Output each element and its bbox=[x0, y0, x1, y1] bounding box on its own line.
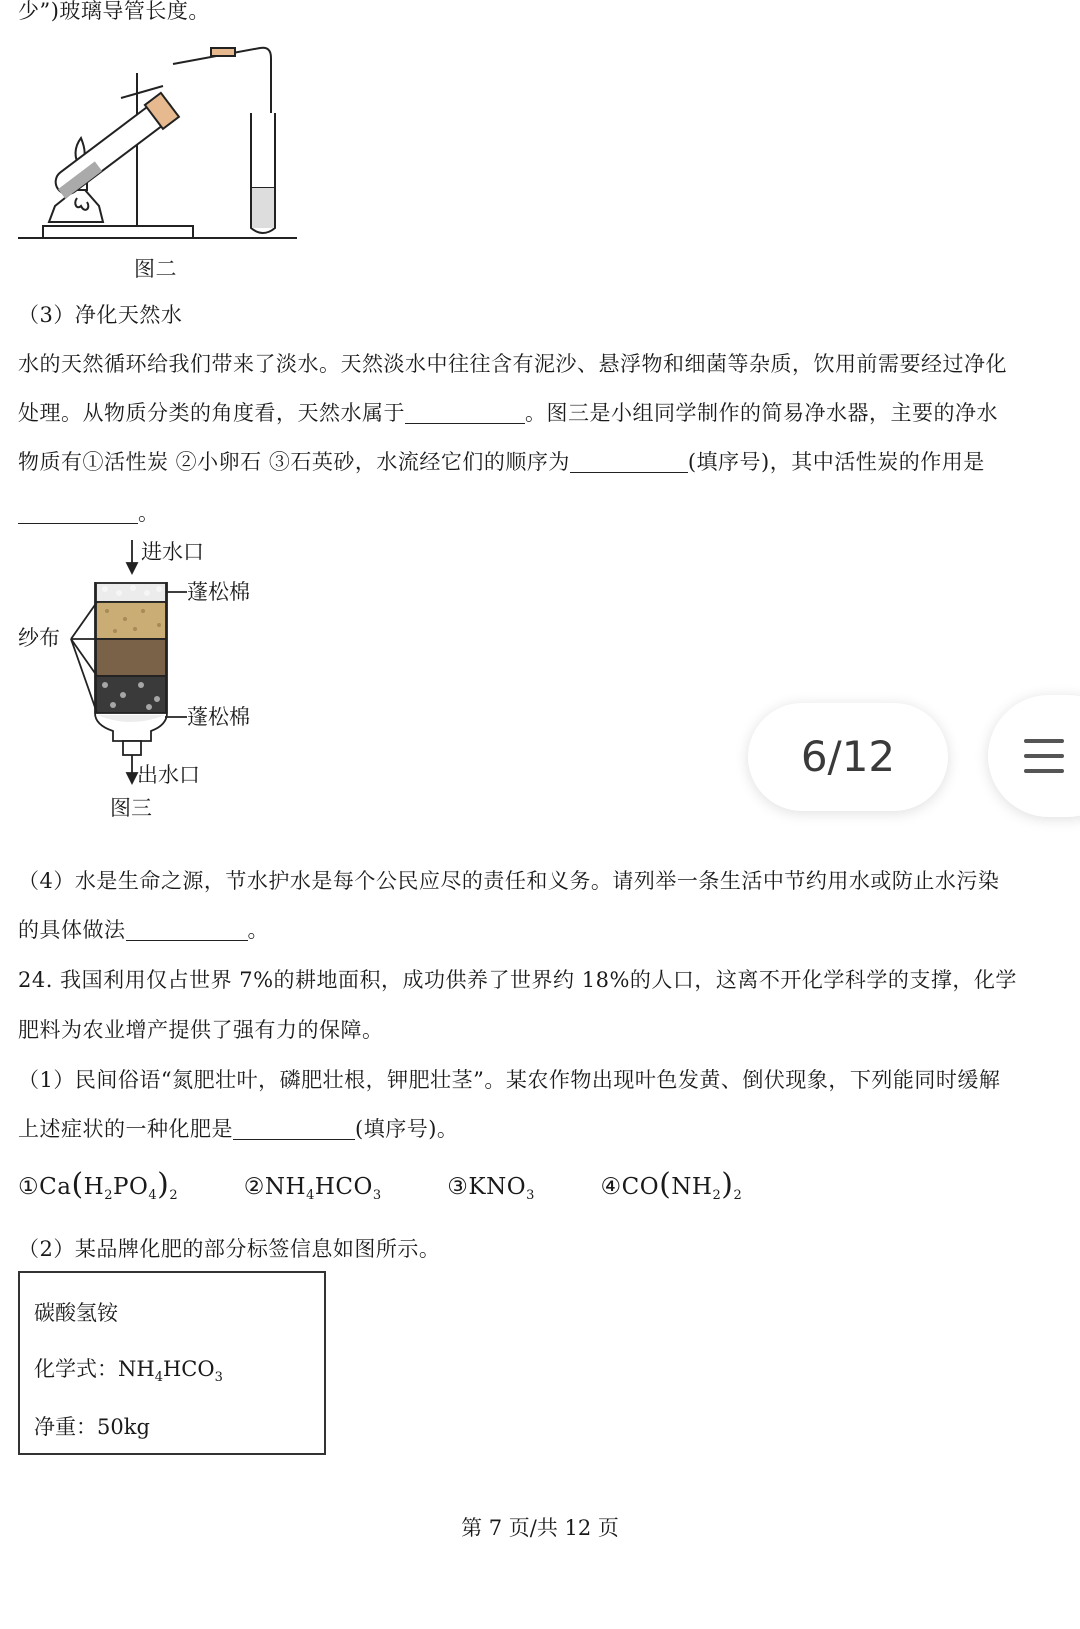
answer-blank-fertilizer[interactable] bbox=[233, 1117, 355, 1140]
label-cotton-top: 蓬松棉 bbox=[187, 580, 250, 604]
q3-line1: 水的天然循环给我们带来了淡水。天然淡水中往往含有泥沙、悬浮物和细菌等杂质，饮用前需要经过净化 bbox=[18, 352, 1007, 376]
label-gauze: 纱布 bbox=[18, 626, 60, 650]
fertilizer-label-box bbox=[18, 1271, 326, 1455]
fertilizer-options bbox=[18, 1167, 743, 1211]
label-formula: 化学式：$NH_4HCO_3$ bbox=[34, 1357, 223, 1385]
option-1-marker: ① bbox=[18, 1174, 40, 1200]
option-1: $①Ca(H_2PO_4)_2$ bbox=[18, 1167, 179, 1203]
menu-icon-line bbox=[1024, 754, 1064, 758]
q24-part1-line2-text-a: 上述症状的一种化肥是 bbox=[18, 1117, 233, 1141]
q24-part2: （2）某品牌化肥的部分标签信息如图所示。 bbox=[18, 1237, 441, 1261]
answer-blank-water-class[interactable] bbox=[405, 401, 525, 424]
page-indicator[interactable]: 6/12 bbox=[748, 703, 948, 811]
page-footer: 第 7 页/共 12 页 bbox=[461, 1516, 619, 1540]
label-inlet: 进水口 bbox=[141, 540, 204, 564]
q24-line2: 肥料为农业增产提供了强有力的保障。 bbox=[18, 1018, 384, 1042]
label-formula-prefix: 化学式： bbox=[34, 1357, 118, 1381]
menu-icon bbox=[1024, 739, 1064, 743]
option-2-marker: ② bbox=[243, 1174, 265, 1200]
menu-button[interactable] bbox=[988, 695, 1080, 817]
figure-two-caption: 图二 bbox=[134, 257, 177, 281]
top-fragment: 少”)玻璃导管长度。 bbox=[18, 0, 210, 23]
option-2: $②NH_4HCO_3$ bbox=[243, 1174, 382, 1203]
q3-heading: （3）净化天然水 bbox=[18, 303, 183, 327]
q4-line2-end: 。 bbox=[247, 918, 269, 942]
q24-part1-line1: （1）民间俗语“氮肥壮叶，磷肥壮根，钾肥壮茎”。某农作物出现叶色发黄、倒伏现象，下列能同时缓解 bbox=[18, 1068, 1001, 1092]
label-weight: 净重：50kg bbox=[34, 1415, 150, 1439]
q24-line1: 24. 我国利用仅占世界 7%的耕地面积，成功供养了世界约 18%的人口，这离不开化学科学的支撑，化学 bbox=[18, 968, 1017, 992]
q4-line2 bbox=[18, 915, 269, 945]
q24-part1-line2 bbox=[18, 1114, 458, 1144]
q3-line3-text-a: 物质有①活性炭 ②小卵石 ③石英砂，水流经它们的顺序为 bbox=[18, 450, 570, 474]
answer-blank-filter-order[interactable] bbox=[570, 450, 688, 473]
q3-line4-end: 。 bbox=[138, 501, 160, 525]
q4-line2-text: 的具体做法 bbox=[18, 918, 126, 942]
q3-line3-text-b: (填序号)，其中活性炭的作用是 bbox=[687, 450, 985, 474]
option-3-marker: ③ bbox=[447, 1174, 469, 1200]
q3-line3 bbox=[18, 447, 985, 477]
option-3: $③KNO_3$ bbox=[447, 1174, 535, 1203]
label-cotton-bottom: 蓬松棉 bbox=[187, 705, 250, 729]
option-4-marker: ④ bbox=[600, 1174, 622, 1200]
answer-blank-water-saving[interactable] bbox=[126, 918, 248, 941]
label-outlet: 出水口 bbox=[137, 763, 200, 787]
q4-line1: （4）水是生命之源，节水护水是每个公民应尽的责任和义务。请列举一条生活中节约用水或防止水污染 bbox=[18, 869, 1000, 893]
figure-two-apparatus bbox=[15, 38, 305, 250]
option-4: $④CO(NH_2)_2$ bbox=[600, 1167, 743, 1203]
q24-part1-line2-text-b: (填序号)。 bbox=[355, 1117, 459, 1141]
q3-line2-text-a: 处理。从物质分类的角度看，天然水属于 bbox=[18, 401, 405, 425]
menu-icon-line bbox=[1024, 769, 1064, 773]
q3-line2-text-b: 。图三是小组同学制作的简易净水器，主要的净水 bbox=[525, 401, 998, 425]
q3-line2 bbox=[18, 398, 998, 428]
q3-line4 bbox=[18, 498, 160, 528]
figure-three-caption: 图三 bbox=[110, 796, 152, 820]
answer-blank-carbon-role[interactable] bbox=[18, 501, 138, 524]
label-product-name: 碳酸氢铵 bbox=[34, 1301, 118, 1325]
figure-three-purifier bbox=[15, 535, 285, 835]
